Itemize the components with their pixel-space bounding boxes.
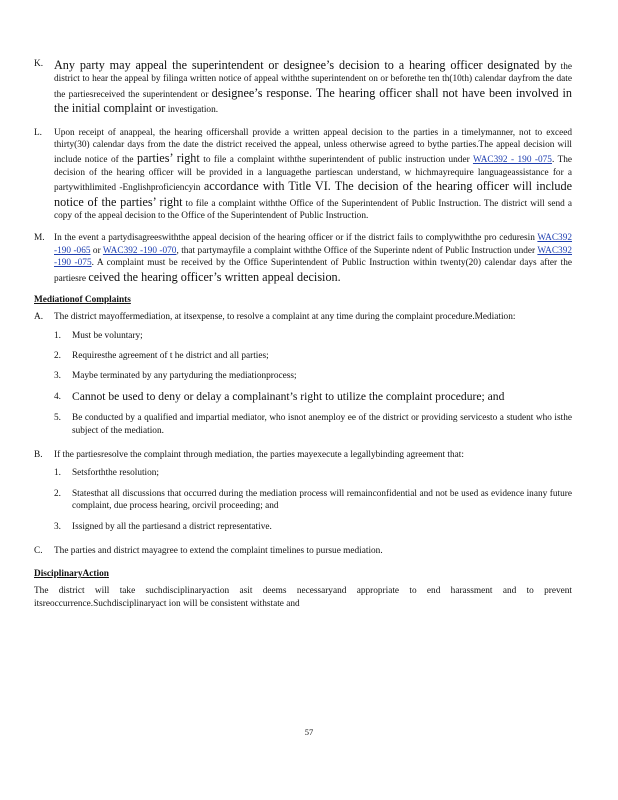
disciplinary-heading: DisciplinaryAction <box>34 569 109 580</box>
section-l <box>34 127 572 223</box>
mediation-a <box>34 311 572 323</box>
section-l-text2: to file a complaint withthe superintendent of public instruction under <box>203 155 470 166</box>
section-k-marker: K. <box>34 59 44 69</box>
mediation-b-text: If the partiesresolve the complaint through mediation, the parties mayexecute a legallybinding agreement that: <box>54 449 464 460</box>
list-text: Cannot be used to deny or delay a complainant’s right to utilize the complaint procedure; and <box>72 389 505 403</box>
list-text: Be conducted by a qualified and impartial mediator, who isnot anemploy ee of the district or providing servicesto a student who isthe subject of the mediation. <box>72 413 572 436</box>
list-number: 3. <box>54 371 61 382</box>
list-number: 2. <box>54 488 61 499</box>
list-number: 1. <box>54 468 61 479</box>
section-k-lead: Any party may appeal the superintendent or designee’s decision to a hearing officer designated by <box>54 58 557 72</box>
list-text: Maybe terminated by any partyduring the mediationprocess; <box>72 371 297 382</box>
mediation-a-item-2 <box>34 350 572 362</box>
section-k-end: investigation. <box>167 105 219 116</box>
mediation-b <box>34 449 572 461</box>
mediation-a-text: The district mayoffermediation, at itsexpense, to resolve a complaint at any time during the complaint procedure.Mediation: <box>54 312 516 323</box>
section-l-text3: . The decision of the hearing officer will be provided in a languagethe partiescan understand, w hichmayrequire languageassistance for a partywithlimited -Englishproficiencyin <box>54 155 573 194</box>
mediation-heading: Mediationof Complaints <box>34 295 131 306</box>
list-number: 2. <box>54 350 61 361</box>
mediation-a-item-1 <box>34 330 572 342</box>
list-number: 4. <box>54 391 61 402</box>
mediation-b-item-2 <box>34 488 572 513</box>
section-k <box>34 58 572 117</box>
section-l-marker: L. <box>34 127 43 138</box>
page-number: 57 <box>304 727 314 737</box>
mediation-a-item-5 <box>34 412 572 437</box>
section-m-marker: M. <box>34 233 45 244</box>
mediation-b-marker: B. <box>34 449 43 460</box>
mediation-c-text: The parties and district mayagree to extend the complaint timelines to pursue mediation. <box>54 545 383 556</box>
list-text: Must be voluntary; <box>72 330 143 341</box>
wac-392-190-070-link[interactable]: WAC392 -190 -070 <box>102 245 177 256</box>
section-k-body: the district to hear the appeal by filinga written notice of appeal withthe superintendent on or beforethe ten th(10th) calendar dayfrom the date the partiesreceived the superintendent or <box>54 62 573 100</box>
list-text: Statesthat all discussions that occurred during the mediation process will remainconfidential and not be used as evidence inany future complaint, due process hearing, orcivil proceeding; and <box>72 488 572 512</box>
section-m-text2: , that partymayfile a complaint withthe Office of the Superinte ndent of Public Instruction under <box>176 245 536 256</box>
list-number: 1. <box>54 330 61 341</box>
list-number: 3. <box>54 521 61 532</box>
section-l-big1: parties’ right <box>136 151 200 166</box>
mediation-a-item-3 <box>34 370 572 382</box>
disciplinary-text: The district will take suchdisciplinaryaction asit deems necessaryand appropriate to end harassment and to prevent itsreoccurrence.Suchdisciplinaryact ion will be consistent withstate and <box>34 586 572 609</box>
mediation-b-item-3 <box>34 521 572 533</box>
mediation-b-item-1 <box>34 467 572 479</box>
mediation-c-marker: C. <box>34 545 43 556</box>
section-l-text4: to file a complaint withthe Office of the Superintendent of Public Instruction. The district will send a copy of the appeal decision to the Office of the Superintendent of Public Instruction. <box>54 198 572 222</box>
wac-392-190-065-link[interactable]: WAC392 -190 -065 <box>54 233 572 256</box>
section-l-big2: accordance with Title VI. The decision of the hearing officer will include notice of the parties’ right <box>54 179 573 209</box>
wac-392-190-075-link[interactable]: WAC392 - 190 -075 <box>472 155 552 166</box>
section-k-tail: designee’s response. The hearing officer shall not have been involved in the initial complaint or <box>54 85 573 116</box>
list-text: Requiresthe agreement of t he district and all parties; <box>72 350 269 361</box>
list-text: Setsforththe resolution; <box>72 468 160 479</box>
section-m-text3: . A complaint must be received by the Office Superintendent of Public Instruction within twenty(20) calendar days after the partiesre <box>54 258 572 284</box>
document-page <box>34 58 572 610</box>
section-m-or: or <box>92 245 101 256</box>
section-m-text1: In the event a partydisagreeswiththe appeal decision of the hearing officer or if the district fails to complywiththe pro ceduresin <box>54 233 535 244</box>
mediation-a-marker: A. <box>34 312 44 323</box>
mediation-a-item-4 <box>34 391 572 404</box>
section-m-big: ceived the hearing officer’s written appeal decision. <box>88 269 341 284</box>
list-text: Issigned by all the partiesand a district representative. <box>72 521 272 532</box>
section-l-text1: Upon receipt of anappeal, the hearing officershall provide a written appeal decision to the parties in a timelymanner, not to exceed thirty(30) calendar days from the date the district received the appeal, unless otherwise agreed to bythe parties.The appeal decision will include notice of the <box>54 127 572 166</box>
section-m <box>34 232 572 285</box>
mediation-c <box>34 545 572 557</box>
wac-392-190-075-link-m[interactable]: WAC392 -190 -075 <box>54 245 572 269</box>
list-number: 5. <box>54 413 61 424</box>
